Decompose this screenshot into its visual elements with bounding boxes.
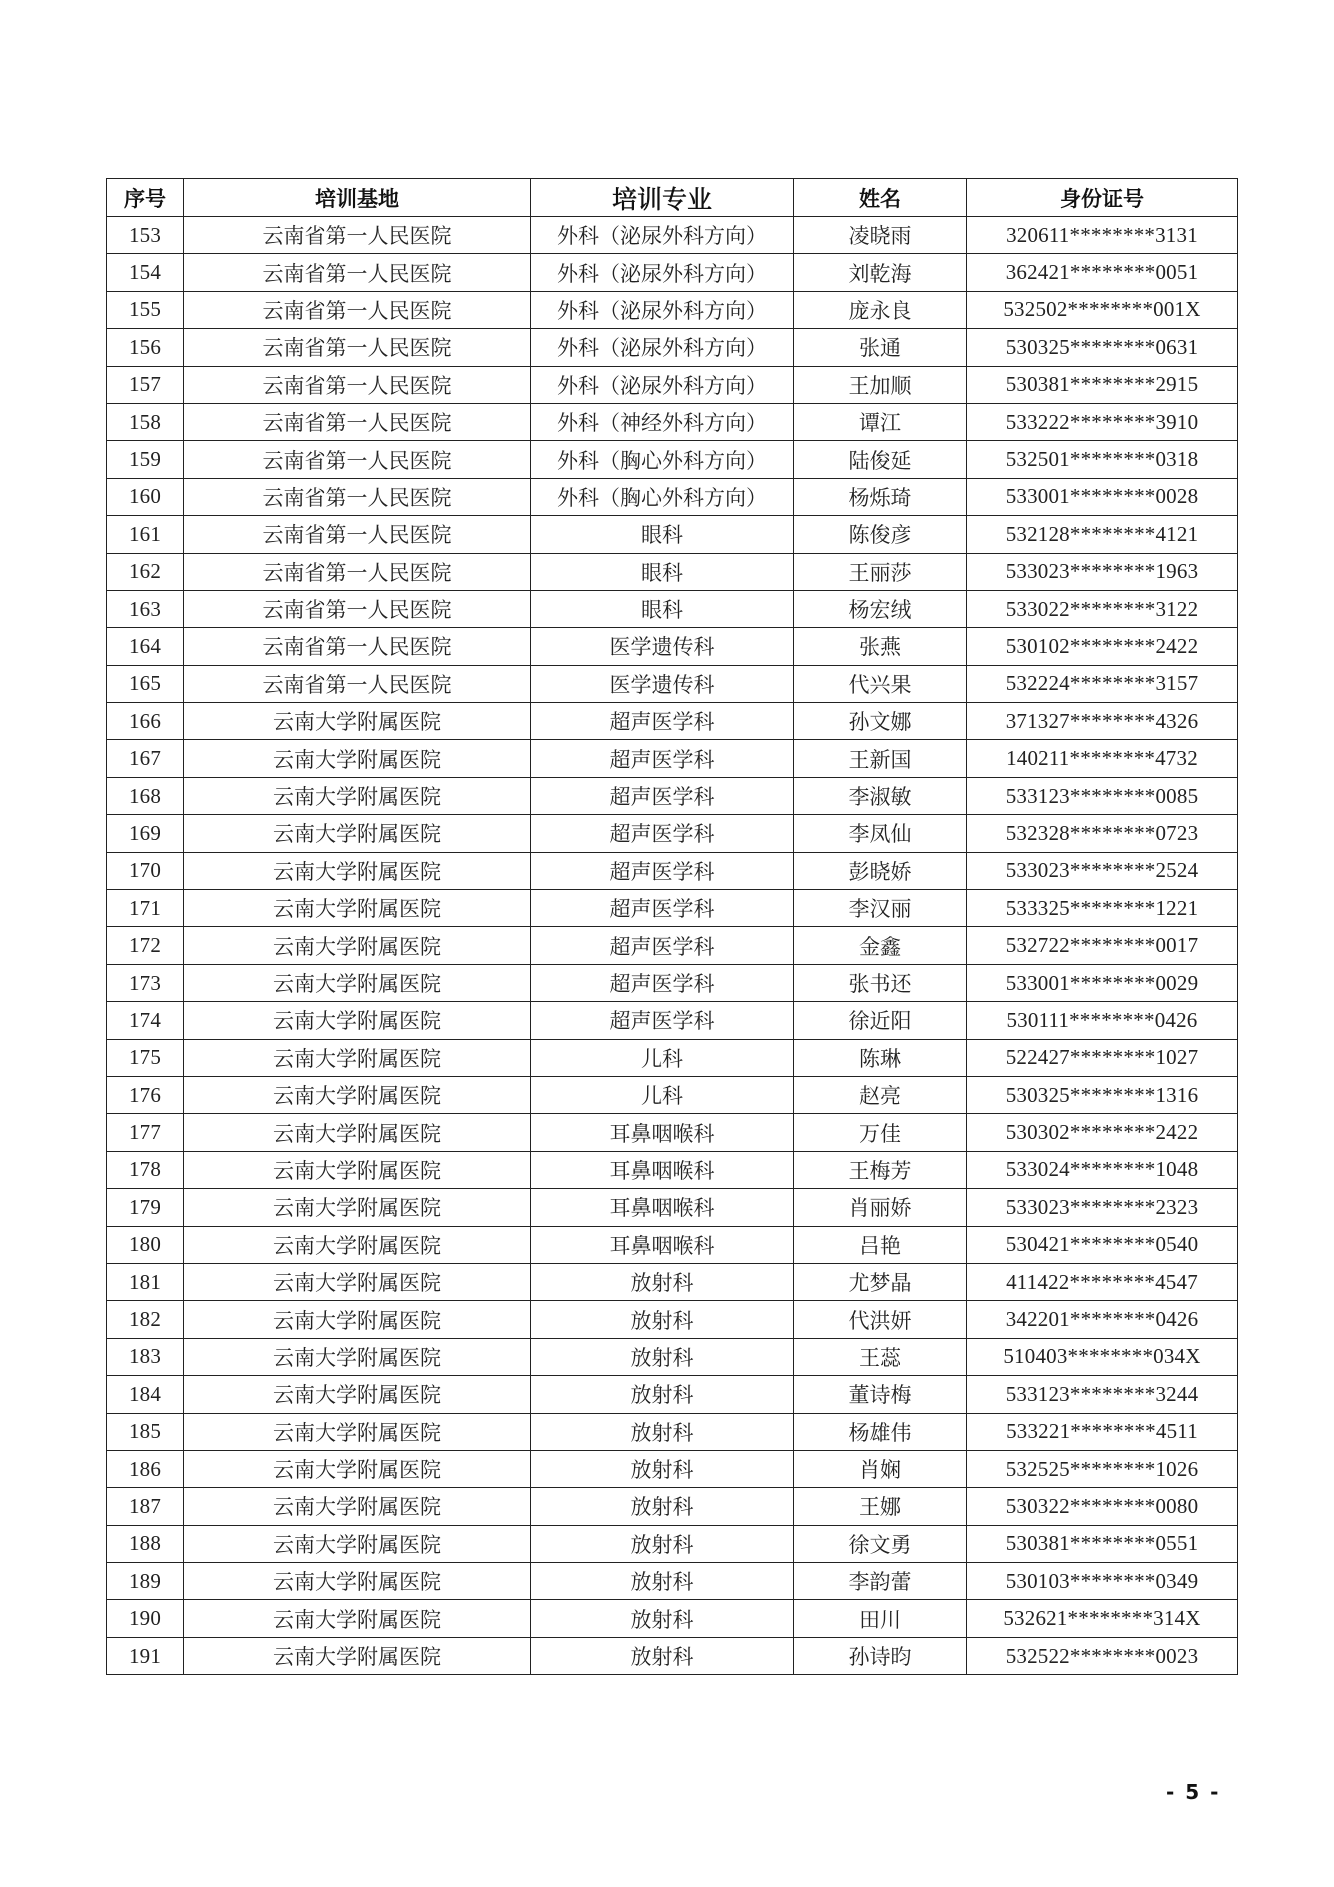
- cell-serial-number: 156: [107, 329, 184, 366]
- table-header-row: [107, 179, 1238, 217]
- cell-serial-number: 165: [107, 665, 184, 702]
- table-row: [107, 964, 1238, 1001]
- cell-trainee-name: 代兴果: [794, 665, 967, 702]
- header-id-number: 身份证号: [967, 179, 1238, 217]
- cell-serial-number: 175: [107, 1039, 184, 1076]
- cell-trainee-name: 王丽莎: [794, 553, 967, 590]
- cell-id-number: 362421********0051: [967, 254, 1238, 291]
- cell-training-major: 超声医学科: [531, 740, 794, 777]
- cell-trainee-name: 陆俊延: [794, 441, 967, 478]
- cell-training-base: 云南省第一人民医院: [184, 665, 531, 702]
- table-row: [107, 628, 1238, 665]
- cell-id-number: 530302********2422: [967, 1114, 1238, 1151]
- cell-training-major: 超声医学科: [531, 852, 794, 889]
- cell-training-major: 眼科: [531, 553, 794, 590]
- cell-training-major: 外科（泌尿外科方向）: [531, 291, 794, 328]
- cell-training-base: 云南大学附属医院: [184, 1488, 531, 1525]
- cell-trainee-name: 张燕: [794, 628, 967, 665]
- cell-trainee-name: 谭江: [794, 403, 967, 440]
- page-number: - 5 -: [1166, 1780, 1221, 1804]
- cell-training-major: 放射科: [531, 1488, 794, 1525]
- cell-training-base: 云南大学附属医院: [184, 964, 531, 1001]
- cell-trainee-name: 孙诗昀: [794, 1637, 967, 1674]
- cell-id-number: 140211********4732: [967, 740, 1238, 777]
- cell-trainee-name: 万佳: [794, 1114, 967, 1151]
- cell-serial-number: 186: [107, 1450, 184, 1487]
- cell-training-major: 耳鼻咽喉科: [531, 1226, 794, 1263]
- cell-id-number: 371327********4326: [967, 703, 1238, 740]
- cell-training-major: 儿科: [531, 1076, 794, 1113]
- cell-id-number: 530381********0551: [967, 1525, 1238, 1562]
- cell-training-major: 放射科: [531, 1600, 794, 1637]
- cell-training-base: 云南大学附属医院: [184, 1376, 531, 1413]
- cell-id-number: 533024********1048: [967, 1151, 1238, 1188]
- table-row: [107, 1189, 1238, 1226]
- cell-id-number: 532328********0723: [967, 815, 1238, 852]
- cell-id-number: 533123********3244: [967, 1376, 1238, 1413]
- table-row: [107, 478, 1238, 515]
- cell-training-major: 放射科: [531, 1637, 794, 1674]
- cell-training-base: 云南大学附属医院: [184, 1226, 531, 1263]
- cell-serial-number: 190: [107, 1600, 184, 1637]
- cell-trainee-name: 王加顺: [794, 366, 967, 403]
- cell-trainee-name: 尤梦晶: [794, 1263, 967, 1300]
- cell-training-major: 超声医学科: [531, 815, 794, 852]
- table-row: [107, 1525, 1238, 1562]
- table-row: [107, 1563, 1238, 1600]
- table-row: [107, 1114, 1238, 1151]
- cell-id-number: 411422********4547: [967, 1263, 1238, 1300]
- cell-id-number: 530111********0426: [967, 1002, 1238, 1039]
- table-row: [107, 254, 1238, 291]
- cell-trainee-name: 代洪妍: [794, 1301, 967, 1338]
- table-row: [107, 366, 1238, 403]
- table-row: [107, 852, 1238, 889]
- cell-id-number: 530102********2422: [967, 628, 1238, 665]
- cell-serial-number: 169: [107, 815, 184, 852]
- cell-trainee-name: 刘乾海: [794, 254, 967, 291]
- cell-serial-number: 185: [107, 1413, 184, 1450]
- cell-training-base: 云南省第一人民医院: [184, 628, 531, 665]
- cell-training-base: 云南大学附属医院: [184, 703, 531, 740]
- cell-training-base: 云南大学附属医院: [184, 1151, 531, 1188]
- cell-training-major: 放射科: [531, 1563, 794, 1600]
- cell-trainee-name: 杨宏绒: [794, 590, 967, 627]
- cell-serial-number: 162: [107, 553, 184, 590]
- cell-id-number: 532128********4121: [967, 516, 1238, 553]
- cell-serial-number: 166: [107, 703, 184, 740]
- cell-trainee-name: 李淑敏: [794, 777, 967, 814]
- cell-id-number: 533001********0029: [967, 964, 1238, 1001]
- cell-serial-number: 187: [107, 1488, 184, 1525]
- cell-training-major: 放射科: [531, 1338, 794, 1375]
- cell-trainee-name: 王蕊: [794, 1338, 967, 1375]
- header-training-base: 培训基地: [184, 179, 531, 217]
- cell-id-number: 532501********0318: [967, 441, 1238, 478]
- cell-id-number: 522427********1027: [967, 1039, 1238, 1076]
- cell-training-base: 云南大学附属医院: [184, 1413, 531, 1450]
- cell-serial-number: 161: [107, 516, 184, 553]
- header-serial-number: 序号: [107, 179, 184, 217]
- cell-trainee-name: 徐文勇: [794, 1525, 967, 1562]
- cell-training-base: 云南大学附属医院: [184, 1039, 531, 1076]
- table-row: [107, 1301, 1238, 1338]
- cell-training-base: 云南省第一人民医院: [184, 366, 531, 403]
- cell-training-base: 云南大学附属医院: [184, 1189, 531, 1226]
- cell-training-base: 云南大学附属医院: [184, 1525, 531, 1562]
- cell-trainee-name: 杨烁琦: [794, 478, 967, 515]
- table-row: [107, 1226, 1238, 1263]
- trainee-roster-table: [106, 178, 1238, 1675]
- cell-trainee-name: 吕艳: [794, 1226, 967, 1263]
- cell-training-major: 超声医学科: [531, 890, 794, 927]
- cell-trainee-name: 孙文娜: [794, 703, 967, 740]
- cell-trainee-name: 张通: [794, 329, 967, 366]
- cell-serial-number: 184: [107, 1376, 184, 1413]
- cell-id-number: 533023********2524: [967, 852, 1238, 889]
- cell-training-base: 云南省第一人民医院: [184, 590, 531, 627]
- table-row: [107, 665, 1238, 702]
- table-row: [107, 553, 1238, 590]
- cell-training-base: 云南大学附属医院: [184, 1263, 531, 1300]
- cell-id-number: 533222********3910: [967, 403, 1238, 440]
- cell-training-base: 云南大学附属医院: [184, 890, 531, 927]
- table-row: [107, 1488, 1238, 1525]
- header-name: 姓名: [794, 179, 967, 217]
- table-row: [107, 1076, 1238, 1113]
- cell-training-base: 云南省第一人民医院: [184, 478, 531, 515]
- cell-trainee-name: 陈琳: [794, 1039, 967, 1076]
- cell-trainee-name: 彭晓娇: [794, 852, 967, 889]
- cell-id-number: 320611********3131: [967, 217, 1238, 254]
- cell-serial-number: 178: [107, 1151, 184, 1188]
- cell-training-base: 云南大学附属医院: [184, 927, 531, 964]
- table-row: [107, 740, 1238, 777]
- cell-training-major: 外科（泌尿外科方向）: [531, 366, 794, 403]
- cell-serial-number: 154: [107, 254, 184, 291]
- cell-id-number: 533325********1221: [967, 890, 1238, 927]
- cell-training-major: 超声医学科: [531, 777, 794, 814]
- cell-serial-number: 155: [107, 291, 184, 328]
- table-row: [107, 516, 1238, 553]
- cell-serial-number: 153: [107, 217, 184, 254]
- cell-training-major: 外科（神经外科方向）: [531, 403, 794, 440]
- table-row: [107, 1263, 1238, 1300]
- cell-serial-number: 189: [107, 1563, 184, 1600]
- table-row: [107, 777, 1238, 814]
- cell-training-base: 云南大学附属医院: [184, 1637, 531, 1674]
- cell-training-major: 外科（胸心外科方向）: [531, 478, 794, 515]
- cell-training-major: 超声医学科: [531, 703, 794, 740]
- cell-id-number: 532224********3157: [967, 665, 1238, 702]
- cell-serial-number: 158: [107, 403, 184, 440]
- table-row: [107, 1039, 1238, 1076]
- cell-training-base: 云南省第一人民医院: [184, 254, 531, 291]
- cell-id-number: 533123********0085: [967, 777, 1238, 814]
- table-row: [107, 291, 1238, 328]
- cell-serial-number: 171: [107, 890, 184, 927]
- cell-training-major: 超声医学科: [531, 964, 794, 1001]
- table-row: [107, 1002, 1238, 1039]
- cell-training-major: 医学遗传科: [531, 665, 794, 702]
- cell-serial-number: 160: [107, 478, 184, 515]
- cell-serial-number: 163: [107, 590, 184, 627]
- cell-serial-number: 182: [107, 1301, 184, 1338]
- table-row: [107, 441, 1238, 478]
- cell-trainee-name: 杨雄伟: [794, 1413, 967, 1450]
- cell-training-base: 云南省第一人民医院: [184, 329, 531, 366]
- cell-serial-number: 173: [107, 964, 184, 1001]
- cell-id-number: 530325********1316: [967, 1076, 1238, 1113]
- cell-serial-number: 180: [107, 1226, 184, 1263]
- cell-id-number: 533001********0028: [967, 478, 1238, 515]
- cell-training-base: 云南大学附属医院: [184, 1338, 531, 1375]
- cell-training-base: 云南省第一人民医院: [184, 441, 531, 478]
- cell-training-major: 放射科: [531, 1301, 794, 1338]
- cell-training-base: 云南大学附属医院: [184, 740, 531, 777]
- cell-training-base: 云南大学附属医院: [184, 815, 531, 852]
- cell-trainee-name: 李汉丽: [794, 890, 967, 927]
- cell-trainee-name: 王新国: [794, 740, 967, 777]
- cell-training-major: 外科（泌尿外科方向）: [531, 254, 794, 291]
- cell-serial-number: 181: [107, 1263, 184, 1300]
- cell-serial-number: 164: [107, 628, 184, 665]
- cell-id-number: 510403********034X: [967, 1338, 1238, 1375]
- cell-serial-number: 159: [107, 441, 184, 478]
- cell-trainee-name: 王娜: [794, 1488, 967, 1525]
- cell-serial-number: 191: [107, 1637, 184, 1674]
- cell-training-major: 耳鼻咽喉科: [531, 1114, 794, 1151]
- cell-trainee-name: 李凤仙: [794, 815, 967, 852]
- cell-training-major: 放射科: [531, 1263, 794, 1300]
- table-row: [107, 703, 1238, 740]
- cell-id-number: 342201********0426: [967, 1301, 1238, 1338]
- cell-training-major: 放射科: [531, 1450, 794, 1487]
- cell-trainee-name: 庞永良: [794, 291, 967, 328]
- cell-trainee-name: 田川: [794, 1600, 967, 1637]
- table-row: [107, 927, 1238, 964]
- table-row: [107, 329, 1238, 366]
- cell-serial-number: 177: [107, 1114, 184, 1151]
- cell-training-base: 云南省第一人民医院: [184, 217, 531, 254]
- cell-training-major: 放射科: [531, 1525, 794, 1562]
- cell-trainee-name: 肖丽娇: [794, 1189, 967, 1226]
- cell-training-base: 云南大学附属医院: [184, 1450, 531, 1487]
- cell-id-number: 533023********2323: [967, 1189, 1238, 1226]
- table-row: [107, 1338, 1238, 1375]
- cell-trainee-name: 李韵蕾: [794, 1563, 967, 1600]
- cell-training-base: 云南大学附属医院: [184, 1301, 531, 1338]
- table-row: [107, 217, 1238, 254]
- cell-training-base: 云南省第一人民医院: [184, 553, 531, 590]
- cell-id-number: 530103********0349: [967, 1563, 1238, 1600]
- cell-trainee-name: 张书还: [794, 964, 967, 1001]
- cell-training-major: 超声医学科: [531, 1002, 794, 1039]
- cell-training-major: 耳鼻咽喉科: [531, 1189, 794, 1226]
- cell-training-major: 超声医学科: [531, 927, 794, 964]
- cell-id-number: 530421********0540: [967, 1226, 1238, 1263]
- cell-training-major: 眼科: [531, 590, 794, 627]
- cell-training-major: 外科（泌尿外科方向）: [531, 217, 794, 254]
- cell-training-major: 放射科: [531, 1376, 794, 1413]
- cell-training-base: 云南大学附属医院: [184, 1600, 531, 1637]
- cell-serial-number: 176: [107, 1076, 184, 1113]
- cell-trainee-name: 董诗梅: [794, 1376, 967, 1413]
- cell-training-base: 云南省第一人民医院: [184, 291, 531, 328]
- table-row: [107, 1151, 1238, 1188]
- cell-serial-number: 170: [107, 852, 184, 889]
- cell-trainee-name: 肖娴: [794, 1450, 967, 1487]
- table-row: [107, 403, 1238, 440]
- cell-id-number: 530322********0080: [967, 1488, 1238, 1525]
- cell-id-number: 532522********0023: [967, 1637, 1238, 1674]
- table-row: [107, 815, 1238, 852]
- cell-training-base: 云南大学附属医院: [184, 1114, 531, 1151]
- cell-serial-number: 174: [107, 1002, 184, 1039]
- cell-id-number: 533221********4511: [967, 1413, 1238, 1450]
- cell-id-number: 532502********001X: [967, 291, 1238, 328]
- cell-trainee-name: 徐近阳: [794, 1002, 967, 1039]
- cell-training-base: 云南省第一人民医院: [184, 516, 531, 553]
- cell-trainee-name: 凌晓雨: [794, 217, 967, 254]
- cell-training-base: 云南大学附属医院: [184, 1563, 531, 1600]
- cell-training-major: 儿科: [531, 1039, 794, 1076]
- cell-training-base: 云南大学附属医院: [184, 1002, 531, 1039]
- table-row: [107, 1376, 1238, 1413]
- cell-serial-number: 172: [107, 927, 184, 964]
- cell-training-base: 云南省第一人民医院: [184, 403, 531, 440]
- cell-id-number: 533022********3122: [967, 590, 1238, 627]
- cell-trainee-name: 陈俊彦: [794, 516, 967, 553]
- table-body: [107, 217, 1238, 1675]
- cell-serial-number: 168: [107, 777, 184, 814]
- cell-serial-number: 167: [107, 740, 184, 777]
- header-training-major: 培训专业: [531, 179, 794, 217]
- cell-trainee-name: 王梅芳: [794, 1151, 967, 1188]
- cell-serial-number: 179: [107, 1189, 184, 1226]
- cell-training-base: 云南大学附属医院: [184, 852, 531, 889]
- cell-trainee-name: 赵亮: [794, 1076, 967, 1113]
- cell-training-major: 外科（胸心外科方向）: [531, 441, 794, 478]
- cell-trainee-name: 金鑫: [794, 927, 967, 964]
- cell-training-major: 眼科: [531, 516, 794, 553]
- table-row: [107, 1450, 1238, 1487]
- cell-id-number: 530381********2915: [967, 366, 1238, 403]
- cell-training-base: 云南大学附属医院: [184, 777, 531, 814]
- cell-id-number: 532722********0017: [967, 927, 1238, 964]
- cell-training-major: 外科（泌尿外科方向）: [531, 329, 794, 366]
- cell-training-base: 云南大学附属医院: [184, 1076, 531, 1113]
- cell-serial-number: 157: [107, 366, 184, 403]
- table-row: [107, 890, 1238, 927]
- cell-serial-number: 183: [107, 1338, 184, 1375]
- cell-id-number: 530325********0631: [967, 329, 1238, 366]
- table-row: [107, 1413, 1238, 1450]
- cell-training-major: 放射科: [531, 1413, 794, 1450]
- cell-id-number: 533023********1963: [967, 553, 1238, 590]
- cell-training-major: 医学遗传科: [531, 628, 794, 665]
- cell-id-number: 532525********1026: [967, 1450, 1238, 1487]
- table-row: [107, 1637, 1238, 1674]
- cell-serial-number: 188: [107, 1525, 184, 1562]
- cell-id-number: 532621********314X: [967, 1600, 1238, 1637]
- cell-training-major: 耳鼻咽喉科: [531, 1151, 794, 1188]
- table-row: [107, 1600, 1238, 1637]
- table-row: [107, 590, 1238, 627]
